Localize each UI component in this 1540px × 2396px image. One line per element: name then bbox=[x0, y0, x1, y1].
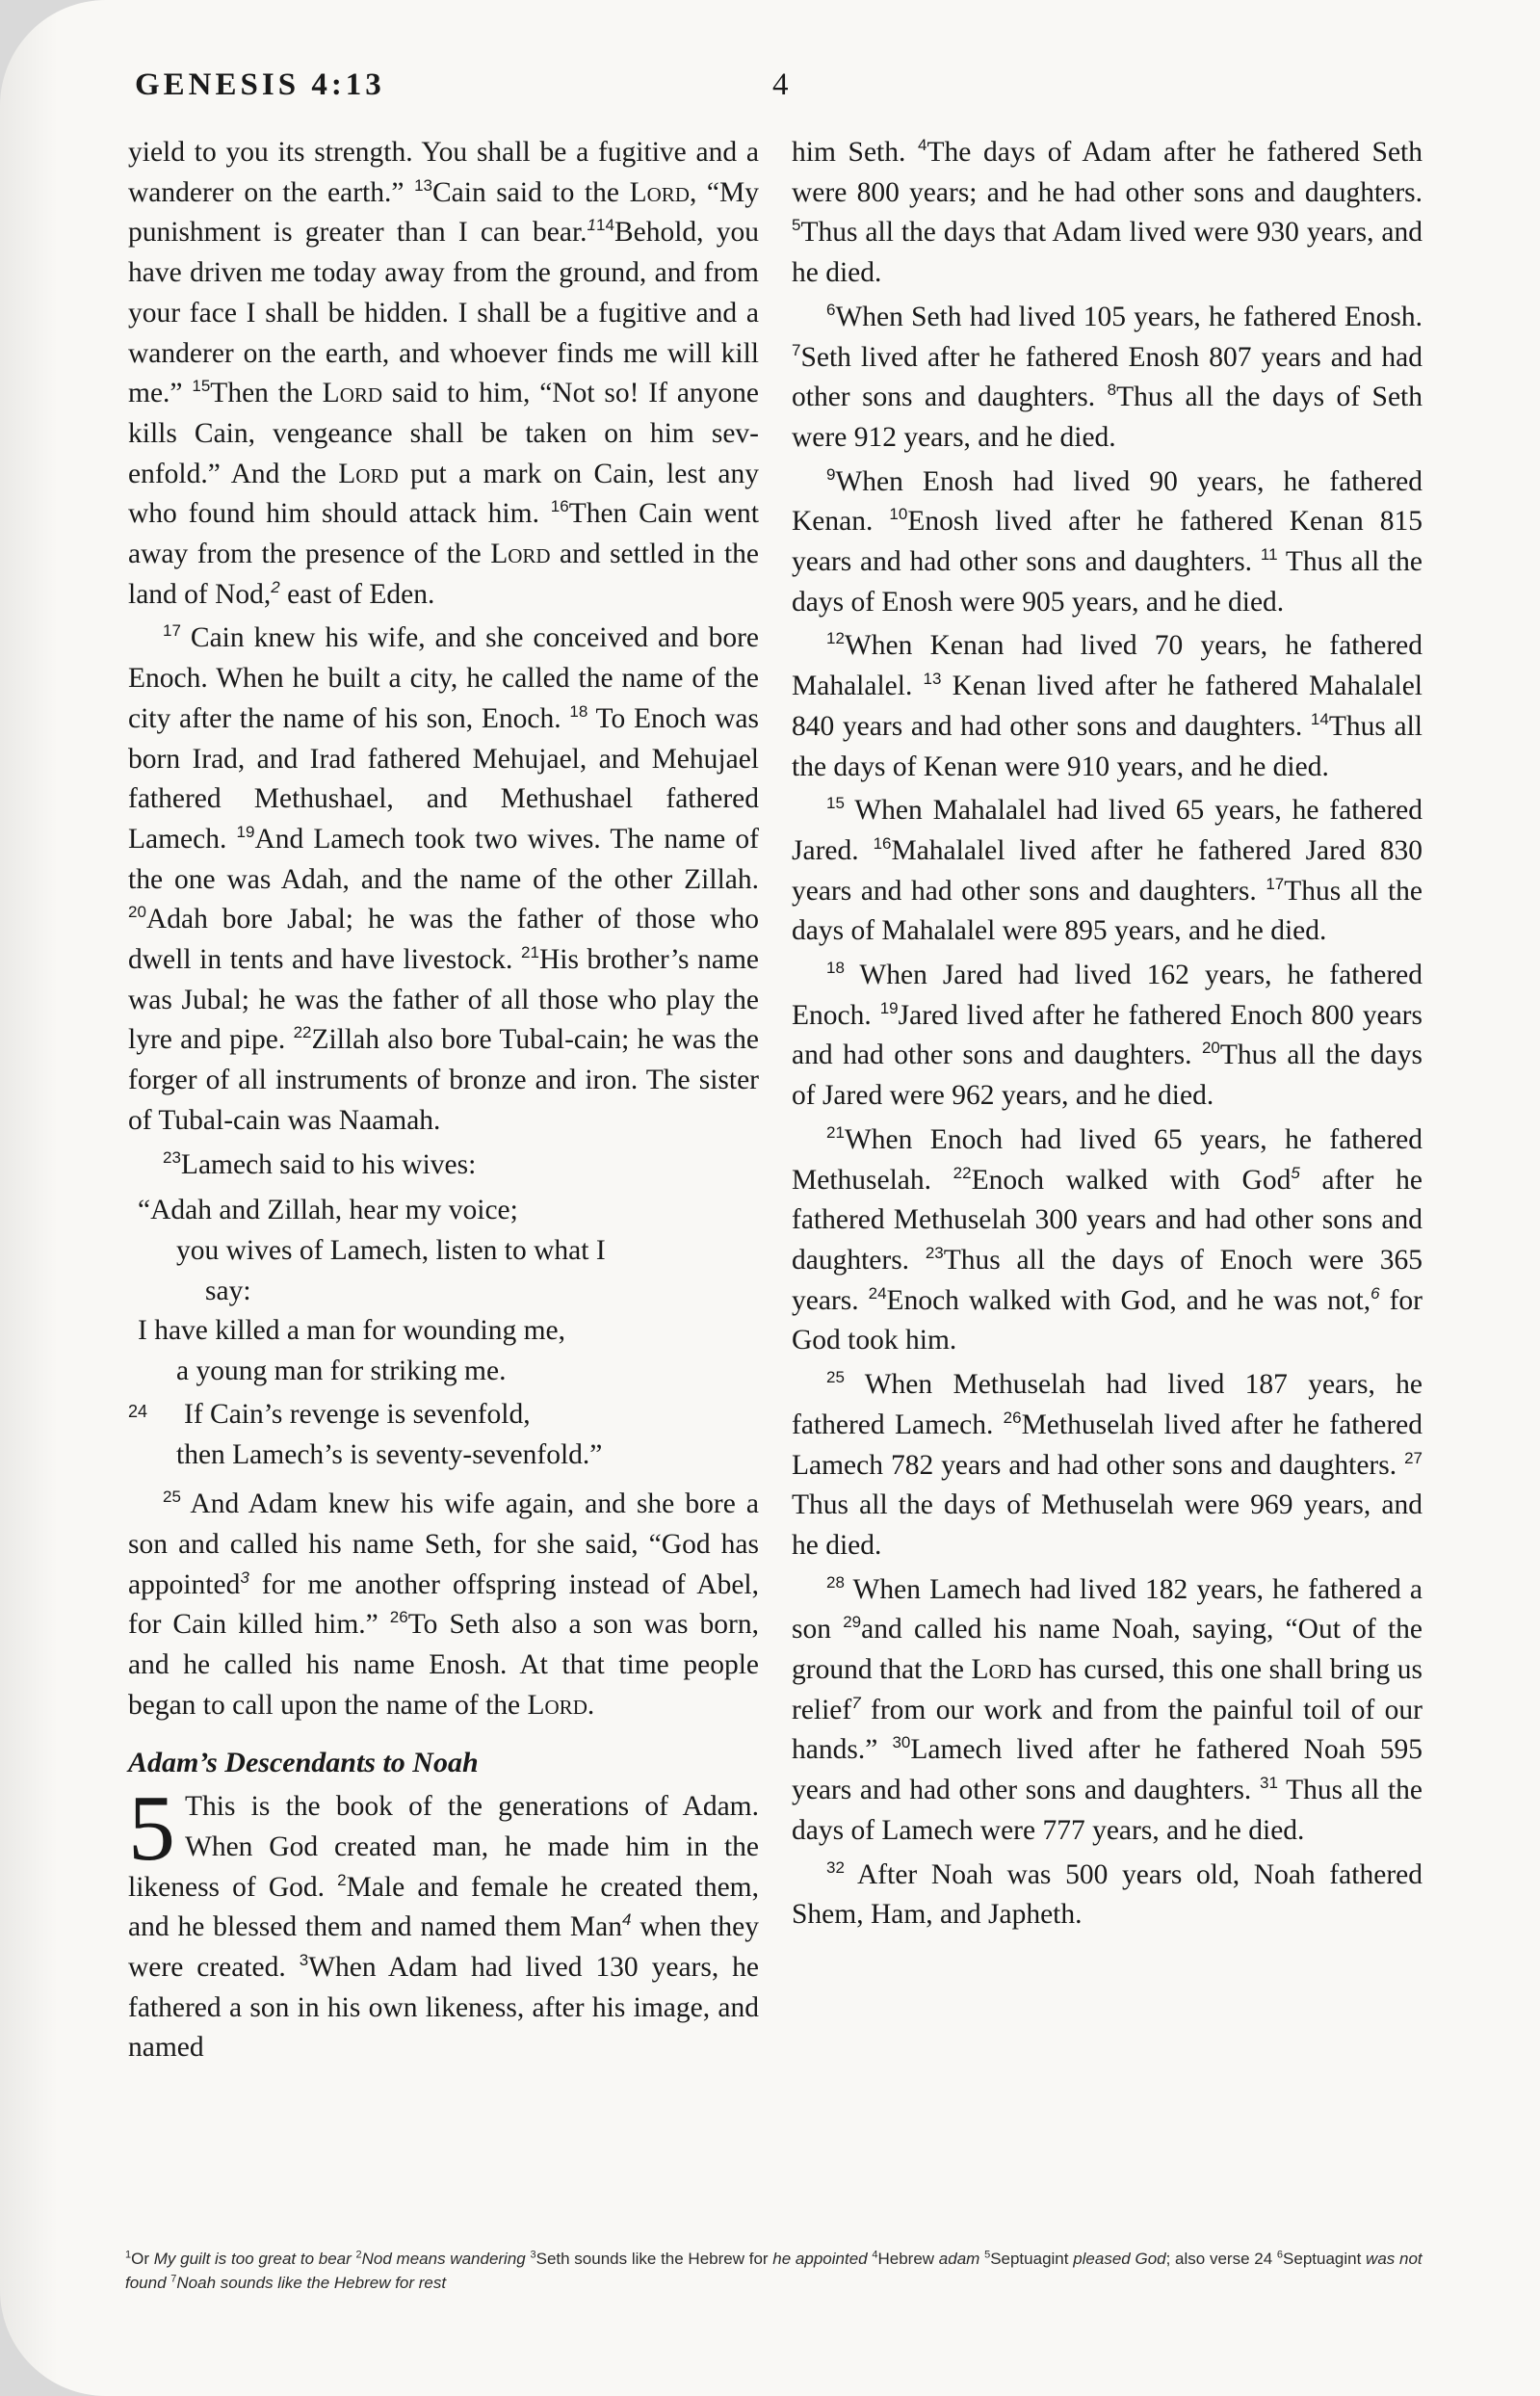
verse-number: 17 bbox=[163, 621, 181, 641]
verse-number: 32 bbox=[826, 1857, 845, 1877]
verse-number: 18 bbox=[569, 702, 588, 722]
verse-number: 23 bbox=[925, 1244, 944, 1263]
verse-number: 24 bbox=[868, 1283, 887, 1303]
verse-number: 21 bbox=[826, 1123, 845, 1143]
verse-number: 22 bbox=[293, 1023, 312, 1042]
verse-number: 13 bbox=[923, 670, 942, 689]
right-column bbox=[792, 133, 1423, 1935]
poem-line: 24 If Cain’s revenge is sevenfold, bbox=[128, 1392, 759, 1435]
paragraph: him Seth. $^4$The days of Adam after he fathered Seth were 800 years; and he had other sons and daughters. $^5$Thus all the days that Adam lived were 930 years, and he died. bbox=[792, 136, 1423, 289]
verse-number: 2 bbox=[337, 1870, 347, 1889]
footnote-number: 3 bbox=[530, 2249, 536, 2261]
verse-number: 20 bbox=[128, 903, 146, 922]
verse-number: 22 bbox=[953, 1163, 972, 1182]
poem-line: you wives of Lamech, listen to what I bbox=[176, 1234, 606, 1266]
verse-number: 23 bbox=[163, 1147, 181, 1167]
poem-line: a young man for striking me. bbox=[176, 1356, 507, 1387]
footnotes: $^1$Or My guilt is too great to bear $^2$Nod means wandering $^3$Seth sounds like the Hebrew for he appointed $^4$Hebrew adam $^5$Septuagint pleased God; also verse 24 $^6$Septuagint was not found $^7$Noah sounds like the Hebrew for rest bbox=[125, 2249, 1423, 2292]
verse-number: 19 bbox=[236, 823, 255, 842]
poem-line: then Lamech’s is seventy-sevenfold.” bbox=[176, 1438, 603, 1470]
verse-number: 6 bbox=[826, 300, 836, 319]
paragraph: $^{23}$Lamech said to his wives: bbox=[163, 1147, 477, 1180]
divine-name: Lord bbox=[490, 539, 551, 570]
footnote-ref[interactable]: 6 bbox=[1370, 1283, 1380, 1303]
verse-number: 21 bbox=[521, 943, 539, 962]
verse-number: 13 bbox=[414, 175, 432, 195]
poem-line: “Adah and Zillah, hear my voice; bbox=[138, 1195, 518, 1226]
verse-number: 25 bbox=[163, 1488, 181, 1507]
chapter-number: 5 bbox=[128, 1777, 175, 1882]
paragraph: $^{25}$ And Adam knew his wife again, and she bore a son and called his name Seth, for she said, “God has appointed$^3$ for me another offspring instead of Abel, for Cain killed him.” $^{26}$To Seth also a son was born, and he called his name Enosh. At that time people began to call upon the name of the Lord. bbox=[128, 1488, 760, 1721]
footnote-number: 5 bbox=[984, 2249, 991, 2261]
verse-number: 20 bbox=[1201, 1039, 1220, 1058]
paragraph: yield to you its strength. You shall be a fugitive and a wanderer on the earth.” $^{13}$Cain said to the Lord, “My punishment is greater than I can bear.$^{114}$Behold, you have driven me today away from the ground, and from your face I shall be hidden. I shall be a fugitive and a wanderer on the earth, and whoever finds me will kill me.” $^{15}$Then the Lord said to him, “Not so! If anyone kills Cain, vengeance shall be taken on him sevenfold.” And the Lord put a mark on Cain, lest any who found him should attack him. $^{16}$Then Cain went away from the presence of the Lord and settled in the land of Nod,$^2$ east of Eden. bbox=[128, 137, 760, 610]
footnote-number: 7 bbox=[170, 2273, 177, 2285]
verse-number: 18 bbox=[826, 959, 845, 978]
footnote-ref[interactable]: 2 bbox=[271, 577, 280, 596]
verse-number: 12 bbox=[826, 629, 845, 648]
verse-number: 27 bbox=[1404, 1448, 1423, 1467]
footnote-ref[interactable]: 5 bbox=[1291, 1163, 1300, 1182]
paragraph: $^9$When Enosh had lived 90 years, he fathered Kenan. $^{10}$Enosh lived after he fathered Kenan 815 years and had other sons and daughters. $^{11}$ Thus all the days of Enosh were 905 years, and he died. bbox=[792, 464, 1423, 618]
paragraph: $^{18}$ When Jared had lived 162 years, he fathered Enoch. $^{19}$Jared lived after he fathered Enoch 800 years and had other sons and daughters. $^{20}$Thus all the days of Jared were 962 years, and he died. bbox=[792, 959, 1423, 1112]
footnote-number: 4 bbox=[872, 2249, 878, 2261]
verse-number: 9 bbox=[826, 464, 836, 484]
verse-number: 25 bbox=[826, 1368, 845, 1387]
verse-number: 14 bbox=[1310, 710, 1329, 729]
verse-number: 24 bbox=[128, 1401, 148, 1421]
poem bbox=[128, 1191, 759, 1475]
verse-number: 26 bbox=[1003, 1408, 1022, 1427]
poem-line: I have killed a man for wounding me, bbox=[138, 1315, 566, 1347]
verse-number: 19 bbox=[879, 998, 899, 1017]
verse-number: 15 bbox=[192, 377, 211, 396]
divine-name: Lord bbox=[322, 378, 383, 409]
verse-number: 29 bbox=[843, 1613, 862, 1632]
paragraph: $^{28}$ When Lamech had lived 182 years, he fathered a son $^{29}$and called his name Noah, saying, “Out of the ground that the Lord has cursed, this one shall bring us relief$^7$ from our work and from the painful toil of our hands.” $^{30}$Lamech lived after he fathered Noah 595 years and had other sons and daughters. $^{31}$ Thus all the days of Lamech were 777 years, and he died. bbox=[792, 1572, 1423, 1846]
paragraph: $^{25}$ When Methuselah had lived 187 years, he fathered Lamech. $^{26}$Methuselah lived after he fathered Lamech 782 years and had other sons and daughters. $^{27}$ Thus all the days of Methuselah were 969 years, and he died. bbox=[792, 1368, 1423, 1561]
verse-number: 17 bbox=[1266, 874, 1285, 893]
divine-name: Lord bbox=[527, 1689, 587, 1721]
paragraph: $^{15}$ When Mahalalel had lived 65 years, he fathered Jared. $^{16}$Mahalalel lived after he fathered Jared 830 years and had other sons and daughters. $^{17}$Thus all the days of Mahalalel were 895 years, and he died. bbox=[792, 794, 1423, 947]
poem-line: say: bbox=[205, 1275, 251, 1306]
divine-name: Lord bbox=[629, 176, 690, 208]
verse-number: 4 bbox=[918, 136, 927, 155]
page-number: 4 bbox=[772, 67, 789, 102]
verse-number: 31 bbox=[1260, 1774, 1278, 1793]
verse-number: 3 bbox=[299, 1951, 309, 1970]
verse-number: 8 bbox=[1107, 381, 1117, 400]
footnote-number: 6 bbox=[1276, 2249, 1284, 2261]
verse-number: 15 bbox=[826, 794, 845, 813]
paragraph: $^{21}$When Enoch had lived 65 years, he fathered Methuselah. $^{22}$Enoch walked with God$^5$ after he fathered Methuselah 300 years and had other sons and daughters. $^{23}$Thus all the days of Enoch were 365 years. $^{24}$Enoch walked with God, and he was not,$^6$ for God took him. bbox=[792, 1123, 1423, 1356]
paragraph: $^{32}$ After Noah was 500 years old, Noah fathered Shem, Ham, and Japheth. bbox=[792, 1857, 1423, 1931]
verse-number: 16 bbox=[550, 497, 569, 516]
paragraph: $^{12}$When Kenan had lived 70 years, he fathered Mahalalel. $^{13}$ Kenan lived after he fathered Mahalalel 840 years and had other sons and daughters. $^{14}$Thus all the days of Kenan were 910 years, and he died. bbox=[792, 629, 1423, 782]
footnote-ref[interactable]: 3 bbox=[240, 1567, 249, 1587]
verse-number: 5 bbox=[792, 216, 801, 235]
verse-number: 28 bbox=[826, 1572, 845, 1592]
verse-number: 11 bbox=[1260, 545, 1278, 565]
divine-name: Lord bbox=[338, 458, 399, 489]
chapter-paragraph: 5 This is the book of the generations of Adam. When God created man, he made him in the likeness of God. $^2$Male and female he created them, and he blessed them and named them Man$^4$ when they were created. $^3$When Adam had lived 130 years, he fathered a son in his own likeness, after his image, and named bbox=[128, 1777, 759, 2064]
page-edge-shadow bbox=[0, 0, 58, 2396]
verse-number: 16 bbox=[873, 834, 892, 854]
divine-name: Lord bbox=[971, 1654, 1031, 1686]
verse-number: 10 bbox=[889, 505, 908, 524]
section-heading: Adam’s Descendants to Noah bbox=[128, 1747, 479, 1779]
left-column bbox=[128, 133, 759, 2068]
footnote-ref[interactable]: 4 bbox=[622, 1910, 632, 1930]
footnote-number: 2 bbox=[355, 2249, 362, 2261]
footnote-ref[interactable]: 7 bbox=[851, 1693, 861, 1712]
verse-number: 30 bbox=[892, 1733, 911, 1752]
verse-number: 7 bbox=[792, 340, 801, 359]
verse-number: 26 bbox=[389, 1608, 408, 1627]
running-head: GENESIS 4:13 bbox=[135, 67, 385, 102]
paragraph: $^6$When Seth had lived 105 years, he fathered Enosh. $^7$Seth lived after he fathered Enosh 807 years and had other sons and daughters. $^8$Thus all the days of Seth were 912 years, and he died. bbox=[792, 300, 1423, 453]
paragraph: $^{17}$ Cain knew his wife, and she conceived and bore Enoch. When he built a city, he called the name of the city after the name of his son, Enoch. $^{18}$ To Enoch was born Irad, and Irad fathered Mehujael, and Mehujael fathered Methushael, and Methushael fathered Lamech. $^{19}$And Lamech took two wives. The name of the one was Adah, and the name of the other Zillah. $^{20}$Adah bore Jabal; he was the father of those who dwell in tents and have livestock. $^{21}$His brother’s name was Jubal; he was the father of all those who play the lyre and pipe. $^{22}$Zillah also bore Tubal-cain; he was the forger of all instruments of bronze and iron. The sister of Tubal-cain was Naamah. bbox=[128, 621, 760, 1136]
footnote-ref[interactable]: 1 bbox=[587, 216, 597, 235]
verse-number: 14 bbox=[596, 216, 614, 235]
footnote-number: 1 bbox=[125, 2249, 132, 2261]
